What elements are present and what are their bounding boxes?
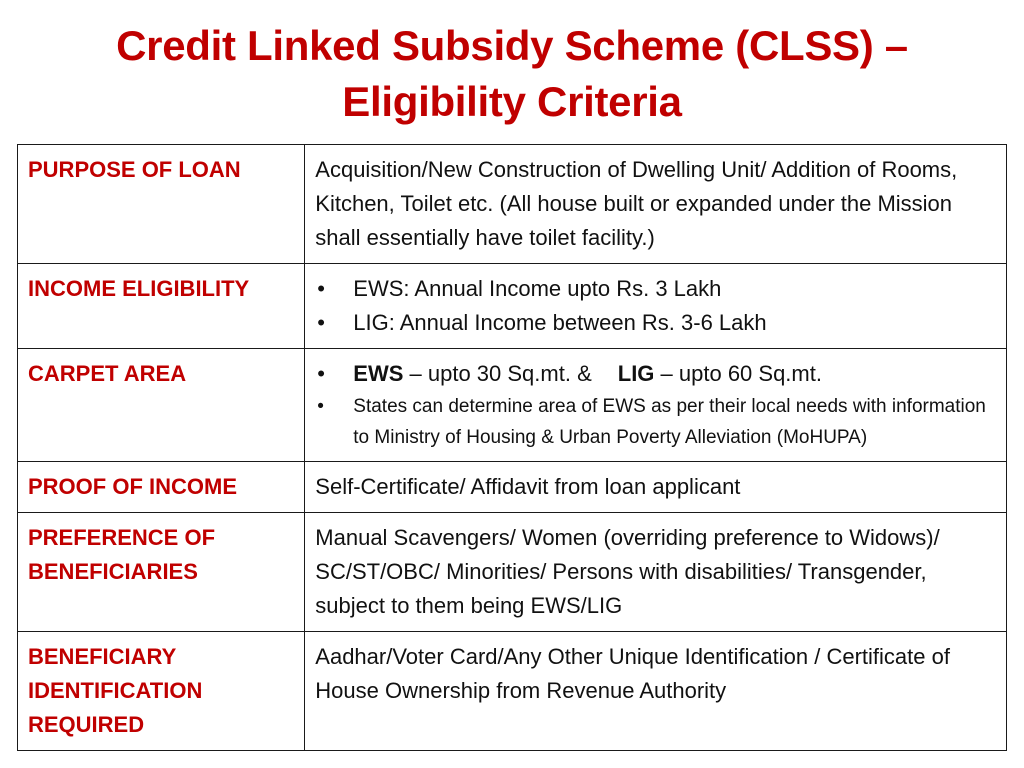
table-row-identification <box>18 632 1007 751</box>
proof-value: Self-Certificate/ Affidavit from loan applicant <box>305 462 1007 513</box>
preference-label-line-2: BENEFICIARIES <box>28 559 198 584</box>
income-label: INCOME ELIGIBILITY <box>18 264 305 349</box>
table-row-income <box>18 264 1007 349</box>
eligibility-table <box>17 144 1007 751</box>
identification-label-line-2: IDENTIFICATION <box>28 678 203 703</box>
slide-title <box>0 18 1024 130</box>
table-row-carpet <box>18 349 1007 462</box>
lig-area-text: – upto 60 Sq.mt. <box>654 361 822 386</box>
income-bullets <box>315 272 996 340</box>
identification-value: Aadhar/Voter Card/Any Other Unique Identification / Certificate of House Ownership from Revenue Authority <box>305 632 1007 751</box>
preference-label-line-1: PREFERENCE OF <box>28 525 216 550</box>
carpet-bullets <box>315 357 996 453</box>
carpet-label: CARPET AREA <box>18 349 305 462</box>
table-row-purpose <box>18 145 1007 264</box>
identification-label-line-3: REQUIRED <box>28 712 145 737</box>
table-row-preference <box>18 513 1007 632</box>
identification-label <box>18 632 305 751</box>
purpose-value: Acquisition/New Construction of Dwelling Unit/ Addition of Rooms, Kitchen, Toilet etc. (All house built or expanded under the Mission shall essentially have toilet facility.) <box>305 145 1007 264</box>
carpet-value <box>305 349 1007 462</box>
carpet-bullet-area <box>315 357 996 391</box>
ews-term: EWS <box>353 361 404 386</box>
table-row-proof <box>18 462 1007 513</box>
carpet-bullet-note: • States can determine area of EWS as per their local needs with information to Ministry of Housing & Urban Poverty Alleviation (MoHUPA) <box>315 391 996 453</box>
identification-label-line-1: BENEFICIARY <box>28 644 177 669</box>
title-line-2: Eligibility Criteria <box>342 78 682 125</box>
preference-label <box>18 513 305 632</box>
income-value <box>305 264 1007 349</box>
lig-term: LIG <box>617 361 655 386</box>
ews-area-text: – upto 30 Sq.mt. & <box>403 361 592 386</box>
income-bullet-ews: • EWS: Annual Income upto Rs. 3 Lakh <box>315 272 996 306</box>
proof-label: PROOF OF INCOME <box>18 462 305 513</box>
income-bullet-lig: • LIG: Annual Income between Rs. 3-6 Lakh <box>315 306 996 340</box>
preference-value: Manual Scavengers/ Women (overriding preference to Widows)/ SC/ST/OBC/ Minorities/ Persons with disabilities/ Transgender, subject to them being EWS/LIG <box>305 513 1007 632</box>
purpose-label: PURPOSE OF LOAN <box>18 145 305 264</box>
title-line-1: Credit Linked Subsidy Scheme (CLSS) – <box>116 22 908 69</box>
